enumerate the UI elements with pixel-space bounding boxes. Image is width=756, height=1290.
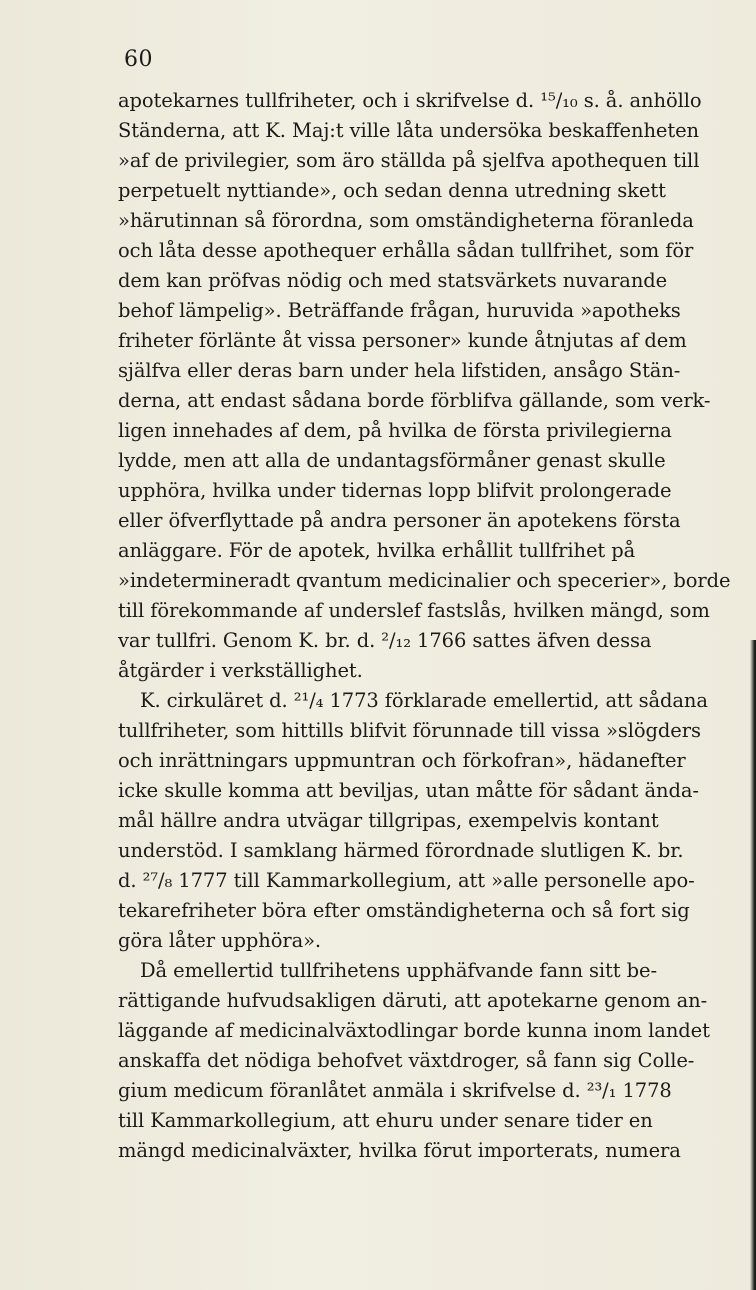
text-line: anläggare. För de apotek, hvilka erhållit tullfrihet på	[118, 539, 636, 562]
text-line: icke skulle komma att beviljas, utan måtte för sådant ända-	[118, 779, 699, 802]
text-line: »härutinnan så förordna, som omständigheterna föranleda	[118, 209, 694, 232]
text-line: var tullfri. Genom K. br. d. ²/₁₂ 1766 sattes äfven dessa	[118, 629, 652, 652]
text-line: upphöra, hvilka under tidernas lopp blifvit prolongerade	[118, 479, 672, 502]
text-line: till Kammarkollegium, att ehuru under senare tider en	[118, 1109, 653, 1132]
text-line: friheter förlänte åt vissa personer» kunde åtnjutas af dem	[118, 329, 687, 352]
page-edge-shadow	[750, 640, 756, 1290]
text-line: perpetuelt nyttiande», och sedan denna utredning skett	[118, 179, 666, 202]
paragraph-start-line: K. cirkuläret d. ²¹/₄ 1773 förklarade emellertid, att sådana	[140, 689, 708, 712]
text-line: tullfriheter, som hittills blifvit förunnade till vissa »slögders	[118, 719, 701, 742]
text-line: lydde, men att alla de undantagsförmåner genast skulle	[118, 449, 666, 472]
text-line: d. ²⁷/₈ 1777 till Kammarkollegium, att »alle personelle apo-	[118, 869, 695, 892]
page-number: 60	[124, 47, 153, 72]
text-line: dem kan pröfvas nödig och med statsvärkets nuvarande	[118, 269, 668, 292]
text-line: rättigande hufvudsakligen däruti, att apotekarne genom an-	[118, 989, 708, 1012]
text-line: åtgärder i verkställighet.	[118, 659, 363, 682]
text-line: derna, att endast sådana borde förblifva gällande, som verk-	[118, 389, 711, 412]
text-line: mängd medicinalväxter, hvilka förut importerats, numera	[118, 1139, 681, 1162]
text-line: läggande af medicinalväxtodlingar borde kunna inom landet	[118, 1019, 710, 1042]
text-line: och låta desse apothequer erhålla sådan tullfrihet, som för	[118, 239, 694, 262]
text-line: »af de privilegier, som äro ställda på sjelfva apothequen till	[118, 149, 700, 172]
text-line: ligen innehades af dem, på hvilka de första privilegierna	[118, 419, 672, 442]
text-line: anskaffa det nödiga behofvet växtdroger, så fann sig Colle-	[118, 1049, 695, 1072]
text-line: mål hällre andra utvägar tillgripas, exempelvis kontant	[118, 809, 659, 832]
text-line: gium medicum föranlåtet anmäla i skrifvelse d. ²³/₁ 1778	[118, 1079, 672, 1102]
text-line: själfva eller deras barn under hela lifstiden, ansågo Stän-	[118, 359, 681, 382]
text-line: »indetermineradt qvantum medicinalier och specerier», borde	[118, 569, 731, 592]
text-line: understöd. I samklang härmed förordnade slutligen K. br.	[118, 839, 684, 862]
text-line: Ständerna, att K. Maj:t ville låta undersöka beskaffenheten	[118, 119, 699, 142]
body-text	[118, 86, 750, 1166]
text-line: tekarefriheter böra efter omständigheterna och så fort sig	[118, 899, 690, 922]
paragraph-start-line: Då emellertid tullfrihetens upphäfvande fann sitt be-	[140, 959, 657, 982]
text-line: till förekommande af underslef fastslås, hvilken mängd, som	[118, 599, 710, 622]
text-line: eller öfverflyttade på andra personer än apotekens första	[118, 509, 681, 532]
text-line: apotekarnes tullfriheter, och i skrifvelse d. ¹⁵/₁₀ s. å. anhöllo	[118, 89, 702, 112]
text-line: och inrättningars uppmuntran och förkofran», hädanefter	[118, 749, 686, 772]
text-line: behof lämpelig». Beträffande frågan, huruvida »apotheks	[118, 299, 681, 322]
text-line: göra låter upphöra».	[118, 929, 322, 952]
